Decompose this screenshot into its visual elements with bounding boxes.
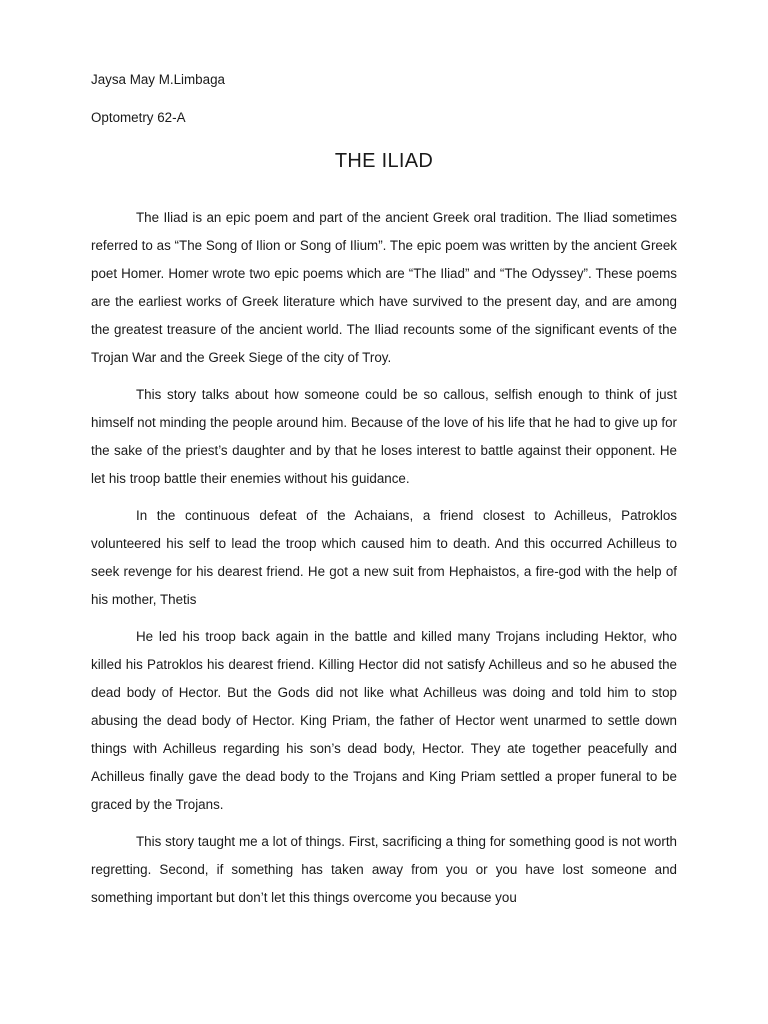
paragraph: In the continuous defeat of the Achaians, a friend closest to Achilleus, Patroklos volunteered his self to lead the troop which caused him to death. And this occurred Achilleus to seek revenge for his dearest friend. He got a new suit from Hephaistos, a fire-god with the help of his mother, Thetis (91, 508, 677, 607)
paragraph: This story talks about how someone could be so callous, selfish enough to think of just himself not minding the people around him. Because of the love of his life that he had to give up for the sake of the priest’s daughter and by that he loses interest to battle against their opponent. He let his troop battle their enemies without his guidance. (91, 387, 677, 486)
paragraph: The Iliad is an epic poem and part of the ancient Greek oral tradition. The Iliad sometimes referred to as “The Song of Ilion or Song of Ilium”. The epic poem was written by the ancient Greek poet Homer. Homer wrote two epic poems which are “The Iliad” and “The Odyssey”. These poems are the earliest works of Greek literature which have survived to the present day, and are among the greatest treasure of the ancient world. The Iliad recounts some of the significant events of the Trojan War and the Greek Siege of the city of Troy. (91, 210, 677, 365)
document-body (91, 204, 677, 912)
author-name: Jaysa May M.Limbaga (91, 72, 225, 87)
course-section: Optometry 62-A (91, 110, 186, 125)
paragraph: This story taught me a lot of things. First, sacrificing a thing for something good is not worth regretting. Second, if something has taken away from you or you have lost someone and something important but don’t let this things overcome you because you (91, 834, 677, 905)
document-title: THE ILIAD (334, 150, 434, 172)
paragraph: He led his troop back again in the battle and killed many Trojans including Hektor, who killed his Patroklos his dearest friend. Killing Hector did not satisfy Achilleus and so he abused the dead body of Hector. But the Gods did not like what Achilleus was doing and told him to stop abusing the dead body of Hector. King Priam, the father of Hector went unarmed to settle down things with Achilleus regarding his son’s dead body, Hector. They ate together peacefully and Achilleus finally gave the dead body to the Trojans and King Priam settled a proper funeral to be graced by the Trojans. (91, 629, 677, 812)
